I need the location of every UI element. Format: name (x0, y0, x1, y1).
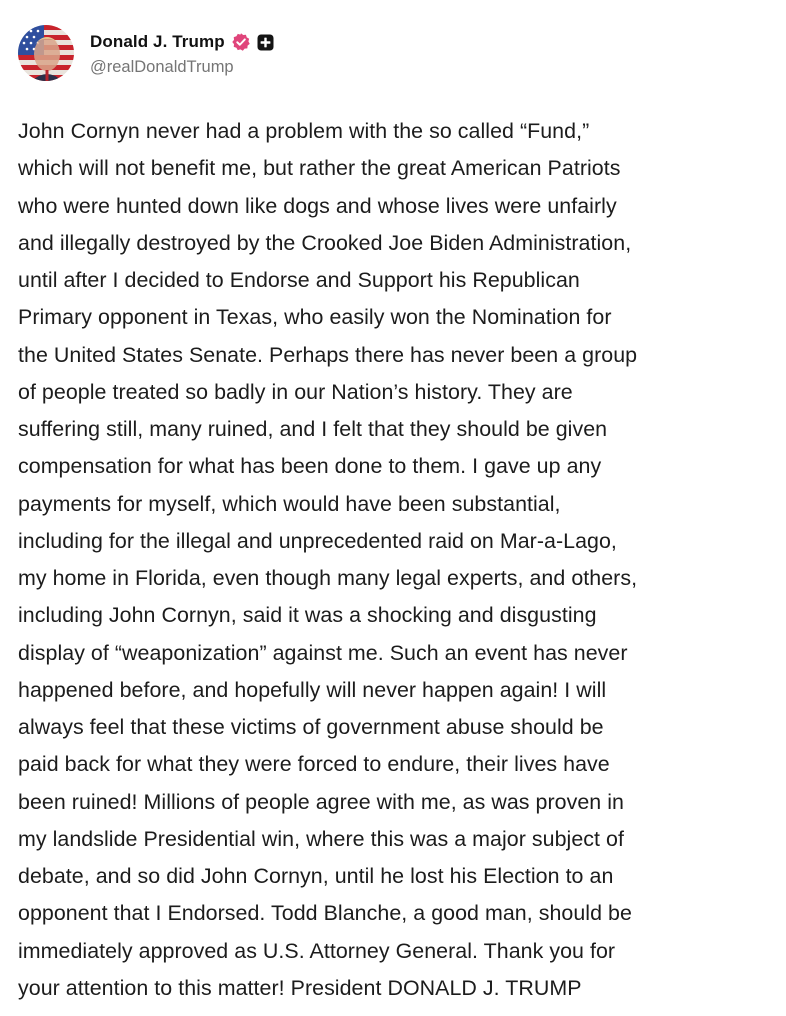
avatar-image (18, 25, 74, 81)
verified-badge-icon (231, 32, 251, 52)
author-handle[interactable]: @realDonaldTrump (90, 58, 234, 76)
plus-square-icon (257, 34, 274, 51)
author-identity (90, 29, 274, 77)
name-row (90, 29, 274, 55)
post-body-text: John Cornyn never had a problem with the so called “Fund,” which will not benefit me, but rather the great American Patriots who were hunted down like dogs and whose lives were unfairly and illegally destroyed by the Crooked Joe Biden Administration, until after I decided to Endorse and Support his Republican Primary opponent in Texas, who easily won the Nomination for the United States Senate. Perhaps there has never been a group of people treated so badly in our Nation’s history. They are suffering still, many ruined, and I felt that they should be given compensation for what has been done to them. I gave up any payments for myself, which would have been substantial, including for the illegal and unprecedented raid on Mar-a-Lago, my home in Florida, even though many legal experts, and others, including John Cornyn, said it was a shocking and disgusting display of “weaponization” against me. Such an event has never happened before, and hopefully will never happen again! I will always feel that these victims of government abuse should be paid back for what they were forced to endure, their lives have been ruined! Millions of people agree with me, as was proven in my landslide Presidential win, where this was a major subject of debate, and so did John Cornyn, until he lost his Election to an opponent that I Endorsed. Todd Blanche, a good man, should be immediately approved as U.S. Attorney General. Thank you for your attention to this matter! President DONALD J. TRUMP (18, 119, 638, 1000)
avatar[interactable] (18, 25, 74, 81)
author-display-name[interactable]: Donald J. Trump (90, 32, 225, 51)
post-header (18, 24, 274, 82)
